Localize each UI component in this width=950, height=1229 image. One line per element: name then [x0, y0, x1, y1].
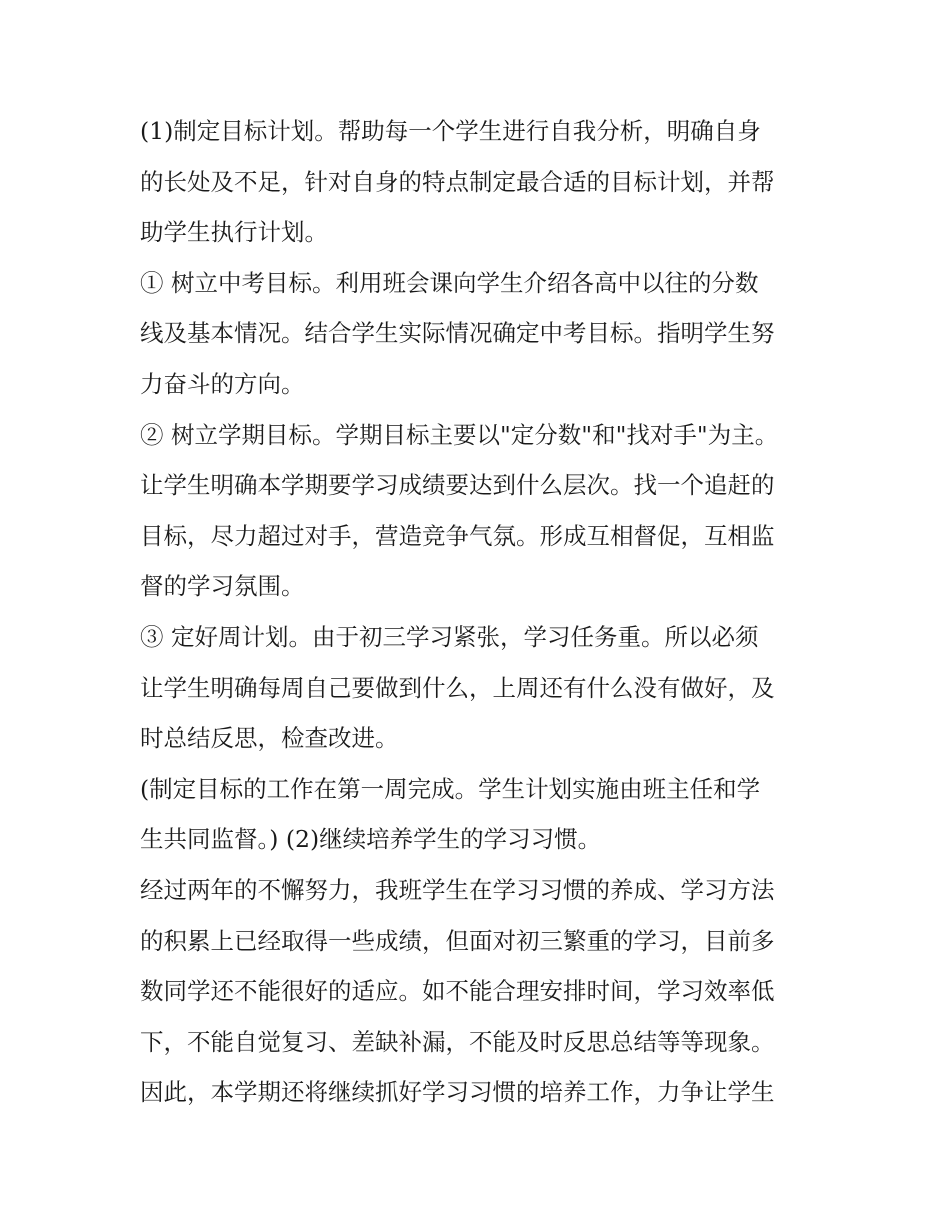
text-line: (制定目标的工作在第一周完成。学生计划实施由班主任和学	[140, 774, 761, 803]
text-line: ① 树立中考目标。利用班会课向学生介绍各高中以往的分数	[140, 268, 759, 297]
text-line: 督的学习氛围。	[140, 572, 305, 601]
text-line: 下，不能自觉复习、差缺补漏，不能及时反思总结等等现象。	[140, 1027, 775, 1056]
text-line: 数同学还不能很好的适应。如不能合理安排时间，学习效率低	[140, 977, 775, 1006]
text-line: 助学生执行计划。	[140, 218, 328, 247]
text-line: ③ 定好周计划。由于初三学习紧张，学习任务重。所以必须	[140, 622, 759, 651]
text-line: 的长处及不足，针对自身的特点制定最合适的目标计划，并帮	[140, 167, 775, 196]
text-line: 让学生明确每周自己要做到什么，上周还有什么没有做好，及	[140, 673, 775, 702]
text-line: 时总结反思，检查改进。	[140, 724, 399, 753]
text-line: 经过两年的不懈努力，我班学生在学习习惯的养成、学习方法	[140, 875, 775, 904]
text-line: ② 树立学期目标。学期目标主要以"定分数"和"找对手"为主。	[140, 420, 779, 449]
text-line: 因此，本学期还将继续抓好学习习惯的培养工作，力争让学生	[140, 1078, 775, 1107]
text-line: 让学生明确本学期要学习成绩要达到什么层次。找一个追赶的	[140, 471, 775, 500]
text-line: 的积累上已经取得一些成绩，但面对初三繁重的学习，目前多	[140, 926, 775, 955]
document-body	[140, 106, 825, 1118]
text-line: 力奋斗的方向。	[140, 369, 305, 398]
text-line: (1)制定目标计划。帮助每一个学生进行自我分析，明确自身	[140, 117, 761, 145]
text-line: 生共同监督。) (2)继续培养学生的学习习惯。	[140, 825, 602, 854]
text-line: 目标，尽力超过对手，营造竞争气氛。形成互相督促，互相监	[140, 521, 775, 550]
text-line: 线及基本情况。结合学生实际情况确定中考目标。指明学生努	[140, 319, 775, 348]
